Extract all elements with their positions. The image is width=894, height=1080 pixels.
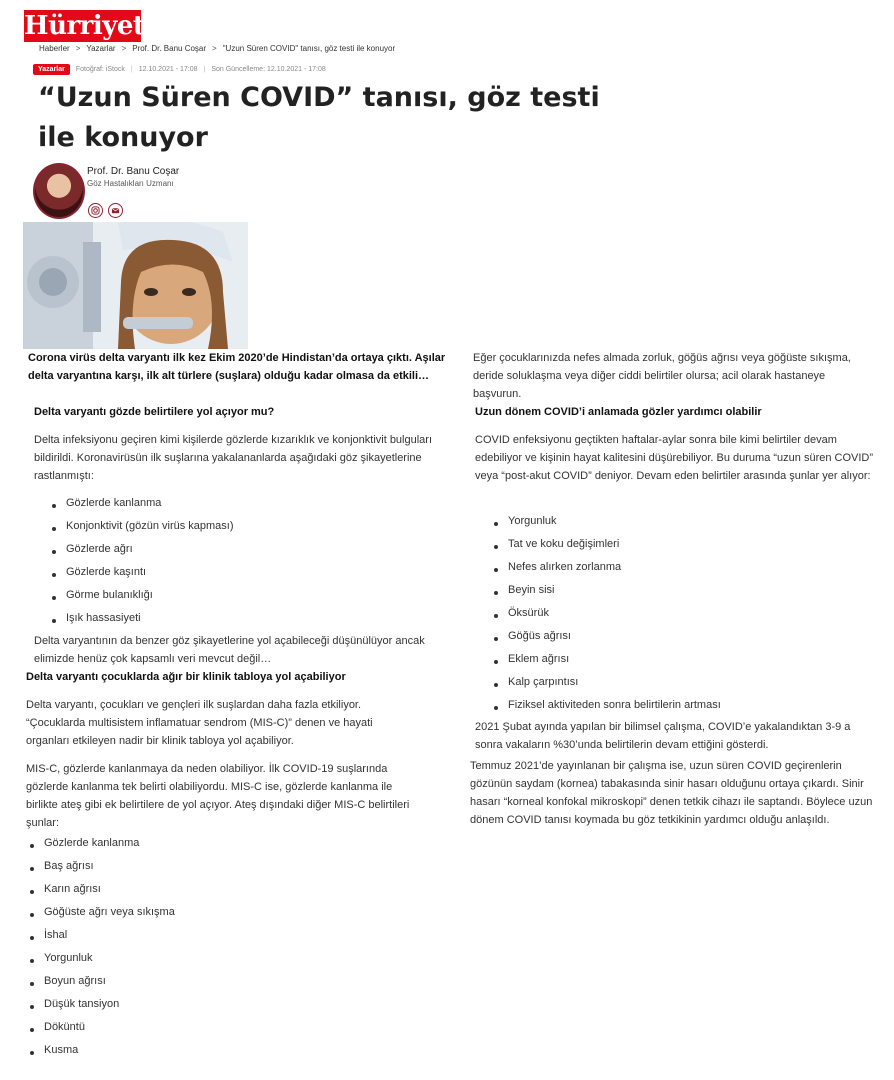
list-item: Fiziksel aktiviteden sonra belirtilerin artması — [494, 696, 874, 719]
photo-credit: Fotoğraf: iStock — [75, 66, 125, 73]
breadcrumb-separator: > — [121, 44, 127, 53]
list-item: Döküntü — [30, 1018, 410, 1041]
list-item: Gözlerde kanlanma — [52, 494, 432, 517]
list-item: Karın ağrısı — [30, 880, 410, 903]
list-item: Göğüs ağrısı — [494, 627, 874, 650]
breadcrumb-separator: > — [212, 44, 217, 53]
article-lead: Corona virüs delta varyantı ilk kez Ekim 2020’de Hindistan’da ortaya çıktı. Aşılar delta varyantına karşı, ilk alt türlere (suşlara) olduğu kadar olmasa da etkili… — [28, 352, 446, 382]
breadcrumb-item-yazarlar[interactable]: Yazarlar — [86, 44, 116, 53]
breadcrumb-item-author[interactable]: Prof. Dr. Banu Coşar — [132, 44, 207, 53]
list-item: Konjonktivit (gözün virüs kapması) — [52, 517, 432, 540]
instagram-icon[interactable] — [88, 203, 103, 218]
section-heading: Delta varyantı çocuklarda ağır bir klinik tabloya yol açabiliyor — [26, 671, 346, 683]
section-heading: Delta varyantı gözde belirtilere yol açıyor mu? — [34, 406, 275, 418]
list-item: Yorgunluk — [30, 949, 410, 972]
section-heading: Uzun dönem COVID’i anlamada gözler yardımcı olabilir — [475, 406, 762, 418]
author-avatar[interactable] — [33, 163, 85, 219]
list-item: Yorgunluk — [494, 512, 874, 535]
list-item: Gözlerde kaşıntı — [52, 563, 432, 586]
list-item: Kusma — [30, 1041, 410, 1064]
list-item: Görme bulanıklığı — [52, 586, 432, 609]
paragraph: Delta varyantı, çocukları ve gençleri ilk suşlardan daha fazla etkiliyor. “Çocuklarda multisistem inflamatuar sendrom (MIS-C)” denen ve hayati organları etkileyen nadir bir klinik tabloya yol açabiliyor. — [26, 699, 373, 747]
list-item: Tat ve koku değişimleri — [494, 535, 874, 558]
article-photo — [23, 222, 248, 349]
breadcrumb — [39, 44, 395, 53]
list-item: Nefes alırken zorlanma — [494, 558, 874, 581]
paragraph: MIS-C, gözlerde kanlanmaya da neden olabiliyor. İlk COVID-19 suşlarında gözlerde kanlanma tek belirti olabiliyordu. MIS-C ise, gözlerde kanlanma ile birlikte ateş gibi ek belirtilere de yol açıyor. Ateş dışındaki diğer MIS-C belirtileri şunlar: — [26, 763, 410, 829]
list-item: Baş ağrısı — [30, 857, 410, 880]
meta-divider: | — [203, 66, 206, 73]
list-item: Beyin sisi — [494, 581, 874, 604]
author-name[interactable]: Prof. Dr. Banu Coşar — [87, 166, 180, 177]
article-meta — [33, 64, 326, 75]
list-item: Düşük tansiyon — [30, 995, 410, 1018]
publish-date: 12.10.2021 - 17:08 — [138, 66, 198, 73]
meta-divider: | — [130, 66, 133, 73]
breadcrumb-separator: > — [75, 44, 81, 53]
hurriyet-logo[interactable]: Hürriyet — [24, 11, 145, 41]
mis-c-symptom-list — [30, 834, 410, 1064]
list-item: Kalp çarpıntısı — [494, 673, 874, 696]
update-date: Son Güncelleme: 12.10.2021 - 17:08 — [211, 66, 326, 73]
paragraph: Eğer çocuklarınızda nefes almada zorluk, göğüs ağrısı veya göğüste sıkışma, deride soluklaşma veya diğer ciddi belirtiler olursa; acil olarak hastaneye başvurun. — [473, 352, 851, 400]
paragraph: Delta varyantının da benzer göz şikayetlerine yol açabileceği düşünülüyor ancak elimizde henüz çok kapsamlı veri mevcut değil… — [34, 635, 425, 665]
list-item: Eklem ağrısı — [494, 650, 874, 673]
symptom-list — [52, 494, 432, 632]
breadcrumb-item-current: "Uzun Süren COVID" tanısı, göz testi ile konuyor — [222, 44, 396, 53]
author-role: Göz Hastalıkları Uzmanı — [87, 179, 174, 188]
list-item: Gözlerde ağrı — [52, 540, 432, 563]
list-item: Öksürük — [494, 604, 874, 627]
list-item: Işık hassasiyeti — [52, 609, 432, 632]
paragraph: COVID enfeksiyonu geçtikten haftalar-aylar sonra bile kimi belirtiler devam edebiliyor ve kişinin hayat kalitesini düşürebiliyor. Bu duruma “uzun süren COVID” veya “post-akut COVID” deniyor. Devam eden belirtiler arasında şunlar yer alıyor: — [475, 434, 874, 482]
category-badge[interactable]: Yazarlar — [33, 64, 70, 75]
list-item: İshal — [30, 926, 410, 949]
paragraph: Delta infeksiyonu geçiren kimi kişilerde gözlerde kızarıklık ve konjonktivit bulguları bildirildi. Koronavirüsün ilk suşlarına yakalananlarda aşağıdaki göz şikayetlerine rastlanmıştı: — [34, 434, 433, 482]
paragraph: Temmuz 2021’de yayınlanan bir çalışma ise, uzun süren COVID geçirenlerin gözünün saydam (kornea) tabakasında sinir hasarı olduğunu ortaya çıkardı. Sinir hasarı “korneal konfokal mikroskopi” denen tetkik cihazı ile saptandı. Böylece uzun dönem COVID tanısı koymada bu göz tetkikinin yardımcı olduğu anlaşıldı. — [470, 760, 873, 826]
mail-icon[interactable] — [108, 203, 123, 218]
list-item: Göğüste ağrı veya sıkışma — [30, 903, 410, 926]
list-item: Boyun ağrısı — [30, 972, 410, 995]
article-title: “Uzun Süren COVID” tanısı, göz testi ile konuyor — [38, 82, 600, 153]
paragraph: 2021 Şubat ayında yapılan bir bilimsel çalışma, COVID’e yakalandıktan 3-9 a sonra vakaların %30’unda belirtilerin devam ettiğini gösterdi. — [475, 721, 851, 751]
long-covid-symptom-list — [494, 512, 874, 719]
list-item: Gözlerde kanlanma — [30, 834, 410, 857]
breadcrumb-item-haberler[interactable]: Haberler — [39, 44, 70, 53]
